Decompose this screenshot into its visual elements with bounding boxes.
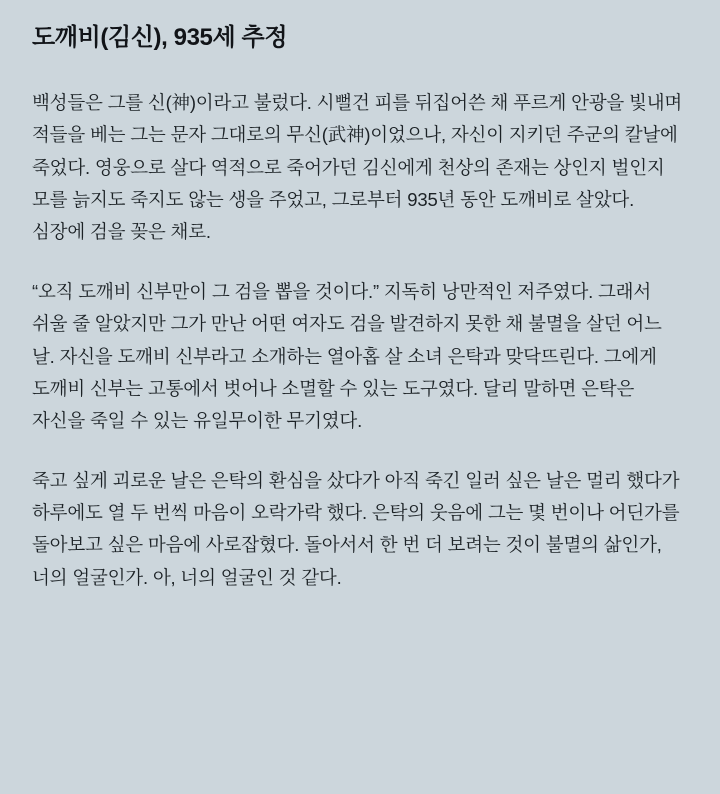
- article-paragraph: 백성들은 그를 신(神)이라고 불렀다. 시뻘건 피를 뒤집어쓴 채 푸르게 안광을 빛내며 적들을 베는 그는 문자 그대로의 무신(武神)이었으나, 자신이 지키던 주군의 칼날에 죽었다. 영웅으로 살다 역적으로 죽어가던 김신에게 천상의 존재는 상인지 벌인지 모를 늙지도 죽지도 않는 생을 주었고, 그로부터 935년 동안 도깨비로 살았다. 심장에 검을 꽂은 채로.: [32, 92, 683, 242]
- article-paragraph: “오직 도깨비 신부만이 그 검을 뽑을 것이다.” 지독히 낭만적인 저주였다. 그래서 쉬울 줄 알았지만 그가 만난 어떤 여자도 검을 발견하지 못한 채 불멸을 살던 어느 날. 자신을 도깨비 신부라고 소개하는 열아홉 살 소녀 은탁과 맞닥뜨린다. 그에게 도깨비 신부는 고통에서 벗어나 소멸할 수 있는 도구였다. 달리 말하면 은탁은 자신을 죽일 수 있는 유일무이한 무기였다.: [32, 281, 662, 431]
- page-title: 도깨비(김신), 935세 추정: [32, 24, 288, 51]
- article-paragraph: 죽고 싶게 괴로운 날은 은탁의 환심을 샀다가 아직 죽긴 일러 싶은 날은 멀리 했다가 하루에도 열 두 번씩 마음이 오락가락 했다. 은탁의 웃음에 그는 몇 번이나 어딘가를 돌아보고 싶은 마음에 사로잡혔다. 돌아서서 한 번 더 보려는 것이 불멸의 삶인가, 너의 얼굴인가. 아, 너의 얼굴인 것 같다.: [32, 470, 680, 588]
- article-body: [32, 87, 688, 594]
